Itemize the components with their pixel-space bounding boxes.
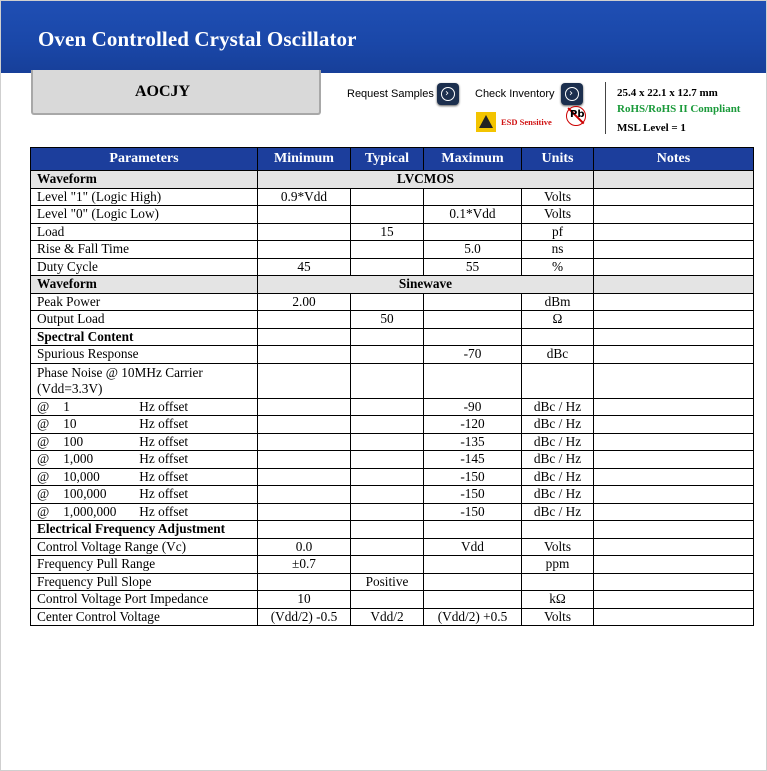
table-row: Frequency Pull Slope Positive <box>31 573 754 591</box>
table-row: @ 100,000 Hz offset -150 dBc / Hz <box>31 486 754 504</box>
table-row: Load 15 pf <box>31 223 754 241</box>
specifications-table <box>30 147 754 626</box>
dimensions: 25.4 x 22.1 x 12.7 mm <box>617 87 718 99</box>
table-row: Level "0" (Logic Low) 0.1*Vdd Volts <box>31 206 754 224</box>
check-inventory-link[interactable]: Check Inventory <box>475 88 555 100</box>
table-row: @ 100 Hz offset -135 dBc / Hz <box>31 433 754 451</box>
table-header <box>31 148 754 171</box>
divider <box>605 82 606 134</box>
part-number: AOCJY <box>135 83 191 100</box>
table-row: Phase Noise @ 10MHz Carrier (Vdd=3.3V) <box>31 363 754 398</box>
esd-sensitive-label: ESD Sensitive <box>501 117 552 127</box>
check-inventory-button[interactable]: › <box>561 83 583 105</box>
esd-warning-icon <box>476 112 496 132</box>
col-typical: Typical <box>351 148 424 171</box>
col-units: Units <box>522 148 594 171</box>
table-row: Rise & Fall Time 5.0 ns <box>31 241 754 259</box>
table-row: @ 1,000,000 Hz offset -150 dBc / Hz <box>31 503 754 521</box>
table-row: @ 10,000 Hz offset -150 dBc / Hz <box>31 468 754 486</box>
request-samples-button[interactable]: › <box>437 83 459 105</box>
table-row: Peak Power 2.00 dBm <box>31 293 754 311</box>
table-row: @ 1,000 Hz offset -145 dBc / Hz <box>31 451 754 469</box>
col-notes: Notes <box>594 148 754 171</box>
table-row: Frequency Pull Range ±0.7 ppm <box>31 556 754 574</box>
col-minimum: Minimum <box>258 148 351 171</box>
col-parameters: Parameters <box>31 148 258 171</box>
rohs-compliance: RoHS/RoHS II Compliant <box>617 103 741 115</box>
col-maximum: Maximum <box>424 148 522 171</box>
section-row: Waveform LVCMOS <box>31 171 754 189</box>
msl-level: MSL Level = 1 <box>617 122 686 134</box>
table-row: Spurious Response -70 dBc <box>31 346 754 364</box>
lead-free-icon: Pb <box>566 106 586 126</box>
part-number-box <box>31 70 321 115</box>
page-title: Oven Controlled Crystal Oscillator <box>38 27 357 51</box>
table-row: Control Voltage Port Impedance 10 kΩ <box>31 591 754 609</box>
table-row: @ 1 Hz offset -90 dBc / Hz <box>31 398 754 416</box>
title-banner <box>1 1 766 73</box>
table-row: Center Control Voltage (Vdd/2) -0.5 Vdd/2 (Vdd/2) +0.5 Volts <box>31 608 754 626</box>
section-row: Waveform Sinewave <box>31 276 754 294</box>
section-row: Electrical Frequency Adjustment <box>31 521 754 539</box>
table-row: Output Load 50 Ω <box>31 311 754 329</box>
request-samples-link[interactable]: Request Samples <box>347 88 434 100</box>
table-row: @ 10 Hz offset -120 dBc / Hz <box>31 416 754 434</box>
table-row: Duty Cycle 45 55 % <box>31 258 754 276</box>
table-row: Control Voltage Range (Vc) 0.0 Vdd Volts <box>31 538 754 556</box>
table-row: Level "1" (Logic High) 0.9*Vdd Volts <box>31 188 754 206</box>
section-row: Spectral Content <box>31 328 754 346</box>
